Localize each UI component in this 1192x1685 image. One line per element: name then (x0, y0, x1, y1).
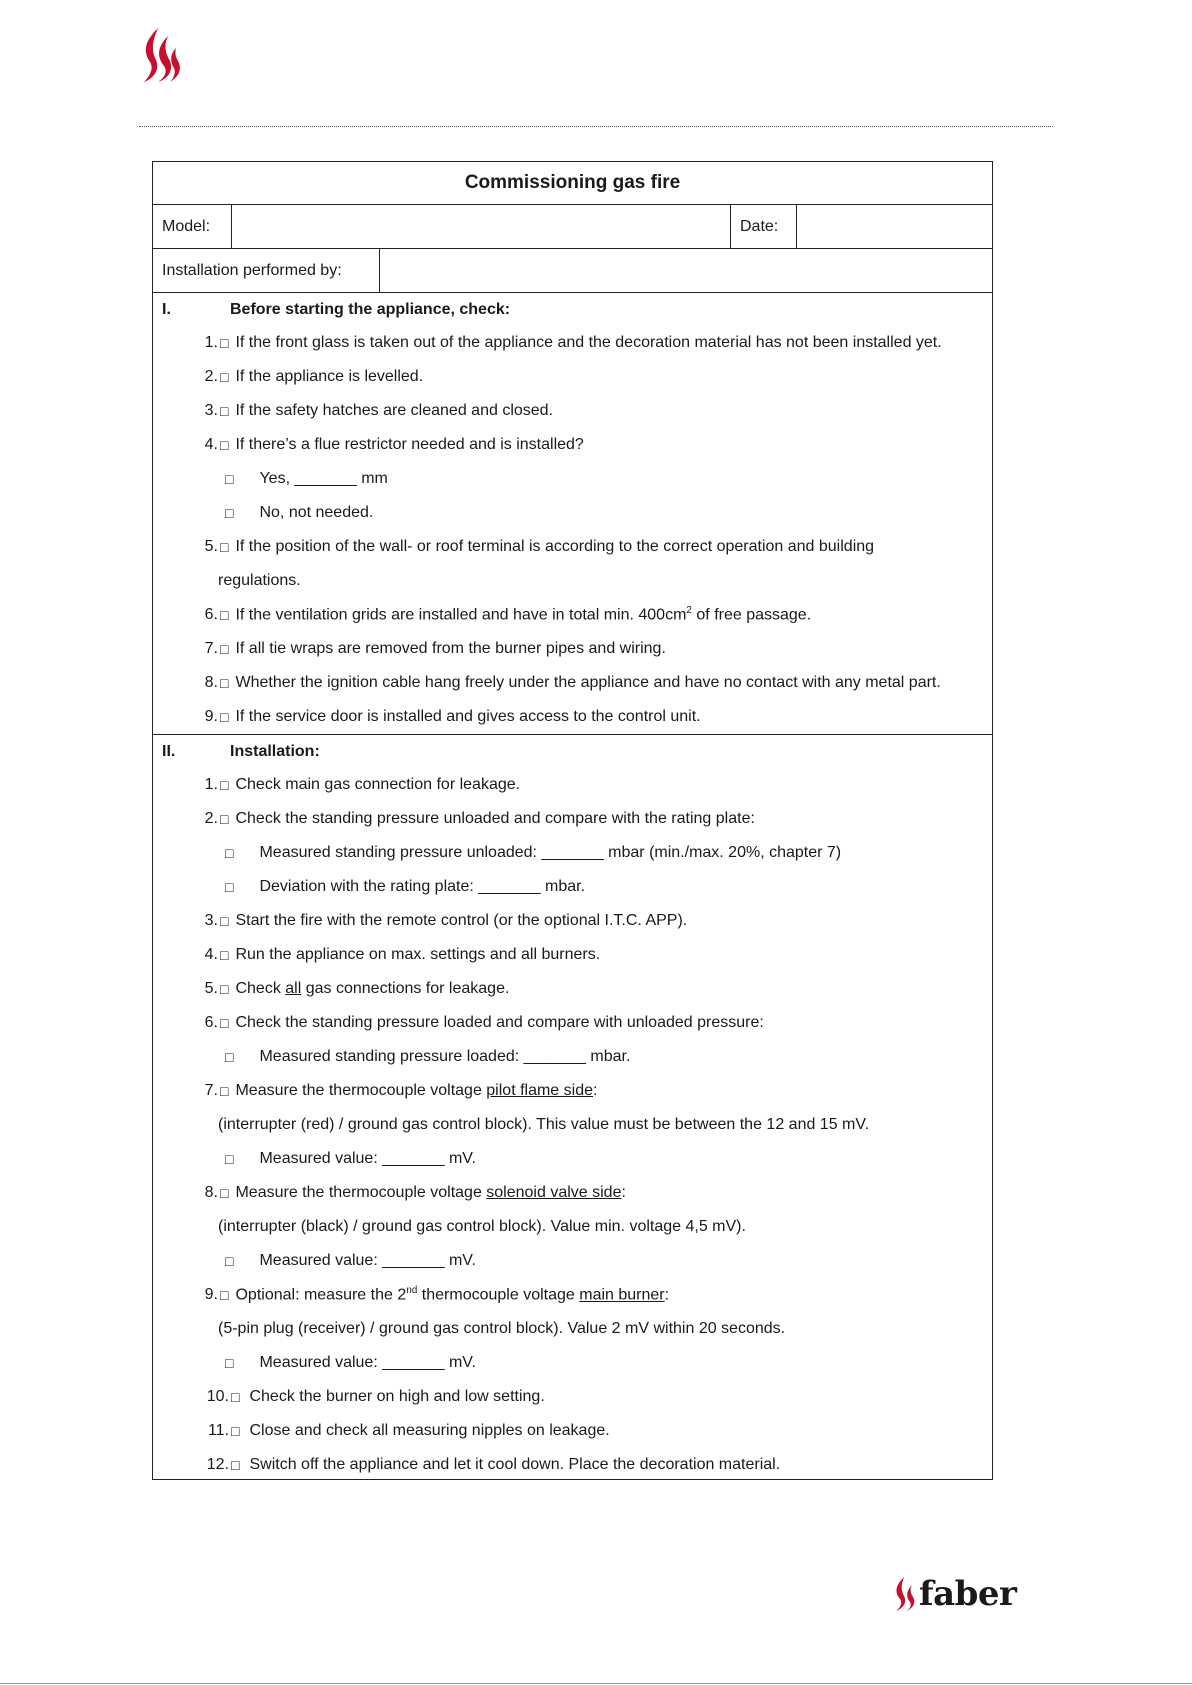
checkbox[interactable]: □ (220, 913, 229, 929)
item-text: Check main gas connection for leakage. (235, 776, 521, 793)
item-number: 8. (204, 674, 218, 691)
sub-option (153, 1346, 992, 1380)
section-installation (153, 734, 992, 1482)
checkbox[interactable]: □ (225, 1049, 234, 1065)
checkbox[interactable]: □ (225, 1355, 234, 1371)
checklist-item (153, 938, 992, 972)
sub-option (153, 870, 992, 904)
text-part: of free passage. (691, 606, 812, 624)
text-part: Measure the thermocouple voltage (235, 1082, 487, 1099)
model-field[interactable] (232, 205, 731, 248)
item-text (235, 980, 992, 998)
item-text: (interrupter (black) / ground gas control block). Value min. voltage 4,5 mV). (218, 1218, 746, 1235)
text-part: : (664, 1286, 670, 1304)
model-label: Model: (153, 205, 232, 248)
checklist-item (153, 360, 992, 394)
section-before-starting (153, 293, 992, 734)
underlined-text: pilot flame side (486, 1082, 593, 1099)
checklist-item (153, 972, 992, 1006)
checklist-item (153, 700, 992, 734)
text-part: Check (235, 980, 286, 997)
text-part: gas connections for leakage. (301, 980, 510, 997)
option-text: Measured value: _______ mV. (259, 1150, 476, 1167)
underlined-text: solenoid valve side (486, 1184, 622, 1201)
checkbox[interactable]: □ (220, 675, 229, 691)
item-continuation (153, 1210, 992, 1244)
item-number: 2. (204, 810, 218, 827)
item-text: If all tie wraps are removed from the burner pipes and wiring. (235, 640, 666, 657)
installer-field[interactable] (380, 249, 992, 292)
item-number: 3. (204, 912, 218, 929)
checklist-item (153, 1448, 992, 1482)
item-text: Run the appliance on max. settings and all burners. (235, 946, 601, 963)
superscript: 2 (686, 605, 692, 617)
checkbox[interactable]: □ (231, 1423, 240, 1439)
item-number: 11. (207, 1422, 229, 1439)
item-number: 6. (204, 606, 218, 623)
sub-option (153, 462, 992, 496)
checkbox[interactable]: □ (225, 1253, 234, 1269)
checklist-item (153, 632, 992, 666)
text-part: : (593, 1082, 598, 1099)
item-text: If there’s a flue restrictor needed and is installed? (235, 436, 584, 453)
item-number: 3. (204, 402, 218, 419)
checkbox[interactable]: □ (231, 1389, 240, 1405)
checkbox[interactable]: □ (220, 335, 229, 351)
checklist-item (153, 904, 992, 938)
item-text (235, 1184, 992, 1202)
item-text: (interrupter (red) / ground gas control block). This value must be between the 12 and 15 mV. (218, 1116, 870, 1133)
checkbox[interactable]: □ (225, 471, 234, 487)
text-part: If the ventilation grids are installed and have in total min. 400cm (235, 606, 687, 624)
checklist-item (153, 1006, 992, 1040)
checkbox[interactable]: □ (220, 403, 229, 419)
checkbox[interactable]: □ (220, 539, 229, 555)
checkbox[interactable]: □ (225, 845, 234, 861)
item-number: 7. (204, 1082, 218, 1099)
item-text: If the appliance is levelled. (235, 368, 424, 385)
underlined-text: main burner (579, 1286, 665, 1304)
item-number: 9. (204, 1286, 218, 1303)
option-text: Measured standing pressure loaded: _______ mbar. (259, 1048, 631, 1065)
sub-option (153, 836, 992, 870)
checklist-item (153, 326, 992, 360)
sub-option (153, 1040, 992, 1074)
checkbox[interactable]: □ (220, 811, 229, 827)
section-heading: II. Installation: (162, 742, 320, 760)
checkbox[interactable]: □ (220, 709, 229, 725)
text-part: Measure the thermocouple voltage (235, 1184, 487, 1201)
item-text: If the front glass is taken out of the appliance and the decoration material has not been installed yet. (235, 334, 942, 351)
checkbox[interactable]: □ (225, 879, 234, 895)
checkbox[interactable]: □ (220, 1185, 229, 1201)
item-number: 7. (204, 640, 218, 657)
text-part: thermocouple voltage (417, 1286, 580, 1304)
item-number: 4. (204, 946, 218, 963)
brand-logo (892, 1574, 1016, 1614)
item-text: Check the standing pressure unloaded and compare with the rating plate: (235, 810, 755, 827)
sub-option (153, 496, 992, 530)
item-text: Start the fire with the remote control (or the optional I.T.C. APP). (235, 912, 688, 929)
item-text: Whether the ignition cable hang freely under the appliance and have no contact with any metal part. (235, 674, 941, 691)
option-text: Measured standing pressure unloaded: _______ mbar (min./max. 20%, chapter 7) (259, 844, 842, 861)
item-number: 2. (204, 368, 218, 385)
item-continuation (153, 1108, 992, 1142)
checkbox[interactable]: □ (225, 505, 234, 521)
text-part: Optional: measure the 2 (235, 1286, 407, 1304)
item-text: If the safety hatches are cleaned and closed. (235, 402, 554, 419)
checklist-item (153, 530, 992, 564)
checklist-item (153, 768, 992, 802)
option-text: No, not needed. (259, 504, 374, 521)
checkbox[interactable]: □ (220, 641, 229, 657)
brand-name: faber (919, 1574, 1017, 1614)
item-number: 5. (204, 980, 218, 997)
checkbox[interactable]: □ (220, 947, 229, 963)
item-number: 4. (204, 436, 218, 453)
item-text (235, 1082, 992, 1100)
item-text: (5-pin plug (receiver) / ground gas control block). Value 2 mV within 20 seconds. (218, 1320, 786, 1337)
sub-option (153, 1244, 992, 1278)
item-text: If the position of the wall- or roof terminal is according to the correct operation and building (235, 538, 875, 555)
sub-option (153, 1142, 992, 1176)
checklist-item (153, 802, 992, 836)
item-text: Check the burner on high and low setting. (249, 1388, 545, 1405)
text-part: : (621, 1184, 626, 1201)
item-text: Switch off the appliance and let it cool down. Place the decoration material. (249, 1456, 781, 1473)
checklist-item (153, 666, 992, 700)
item-number: 10. (206, 1388, 229, 1405)
checkbox[interactable]: □ (220, 777, 229, 793)
item-text (235, 1285, 992, 1304)
checkbox[interactable]: □ (231, 1457, 240, 1473)
superscript: nd (406, 1285, 418, 1297)
commissioning-form (152, 161, 993, 1480)
form-title: Commissioning gas fire (153, 162, 992, 205)
item-text: Check the standing pressure loaded and compare with unloaded pressure: (235, 1014, 764, 1031)
item-continuation (153, 564, 992, 598)
item-number: 5. (204, 538, 218, 555)
checkbox[interactable]: □ (225, 1151, 234, 1167)
option-text: Deviation with the rating plate: _______ mbar. (259, 878, 586, 895)
checkbox[interactable]: □ (220, 1287, 229, 1303)
item-number: 1. (204, 776, 218, 793)
checkbox[interactable]: □ (220, 1015, 229, 1031)
item-text (235, 605, 992, 624)
date-field[interactable] (797, 205, 992, 248)
section-heading: I. Before starting the appliance, check: (162, 300, 511, 318)
item-number: 12. (206, 1456, 229, 1473)
checklist-item (153, 1380, 992, 1414)
option-text: Measured value: _______ mV. (259, 1354, 476, 1371)
installer-label: Installation performed by: (153, 249, 380, 292)
underlined-text: all (285, 980, 302, 997)
item-text: Close and check all measuring nipples on leakage. (249, 1422, 610, 1439)
option-text: Measured value: _______ mV. (259, 1252, 476, 1269)
brand-flame-icon (892, 1576, 918, 1612)
item-number: 9. (204, 708, 218, 725)
item-text: regulations. (218, 572, 301, 589)
page-bottom-rule (0, 1683, 1192, 1684)
checkbox[interactable]: □ (220, 369, 229, 385)
checkbox[interactable]: □ (220, 981, 229, 997)
item-number: 8. (204, 1184, 218, 1201)
checklist-item (153, 598, 992, 632)
date-label: Date: (731, 205, 797, 248)
flame-logo-icon (136, 26, 184, 84)
header-rule (139, 126, 1053, 127)
checklist-item (153, 1278, 992, 1312)
checkbox[interactable]: □ (220, 607, 229, 623)
checklist-item (153, 1074, 992, 1108)
checklist-item (153, 1414, 992, 1448)
installer-row (153, 249, 992, 293)
item-number: 6. (204, 1014, 218, 1031)
checkbox[interactable]: □ (220, 1083, 229, 1099)
checkbox[interactable]: □ (220, 437, 229, 453)
option-text: Yes, _______ mm (259, 470, 388, 487)
item-text: If the service door is installed and gives access to the control unit. (235, 708, 701, 725)
item-continuation (153, 1312, 992, 1346)
checklist-item (153, 428, 992, 462)
model-date-row (153, 205, 992, 249)
item-number: 1. (204, 334, 218, 351)
checklist-item (153, 1176, 992, 1210)
checklist-item (153, 394, 992, 428)
